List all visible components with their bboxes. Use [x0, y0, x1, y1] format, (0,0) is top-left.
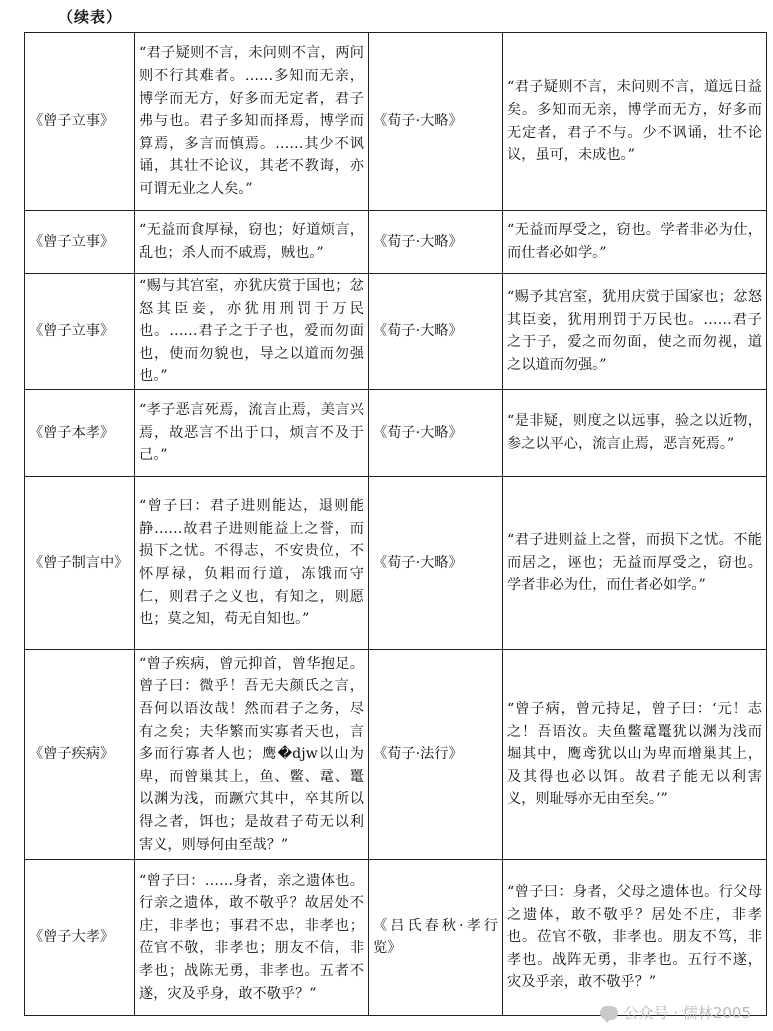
table-row	[25, 274, 767, 390]
target-title: 《荀子·法行》	[369, 649, 503, 859]
source-title: 《曾子疾病》	[25, 649, 135, 859]
source-title: 《曾子本孝》	[25, 389, 135, 476]
target-title: 《荀子·大略》	[369, 274, 503, 390]
target-text: “赐予其宫室，犹用庆赏于国家也；忿怒其臣妾，犹用刑罚于万民也。……君子之于子，爱之而勿面，使之而勿视，道之以道而勿强。”	[503, 274, 767, 390]
source-text: “孝子恶言死焉，流言止焉，美言兴焉，故恶言不出于口，烦言不及于己。”	[135, 389, 369, 476]
target-title: 《吕氏春秋·孝行览》	[369, 859, 503, 1015]
target-text: “君子进则益上之誉，而损下之忧。不能而居之，诬也；无益而厚受之，窃也。学者非必为仕，而仕者必如学。”	[503, 476, 767, 649]
source-title: 《曾子立事》	[25, 274, 135, 390]
target-text: “曾子病，曾元持足，曾子曰：‘元！志之！吾语汝。夫鱼鳖鼋鼍犹以渊为浅而堀其中，鹰鸢犹以山为卑而增巢其上，及其得也必以饵。故君子能无以利害义，则耻辱亦无由至矣。’”	[503, 649, 767, 859]
source-text: “无益而食厚禄，窃也；好道烦言，乱也；杀人而不戚焉，贼也。”	[135, 211, 369, 274]
target-title: 《荀子·大略》	[369, 389, 503, 476]
target-title: 《荀子·大略》	[369, 476, 503, 649]
source-title: 《曾子制言中》	[25, 476, 135, 649]
target-text: “是非疑，则度之以远事，验之以近物，参之以平心，流言止焉，恶言死焉。”	[503, 389, 767, 476]
wechat-bubble-icon	[600, 1006, 618, 1020]
target-text: “君子疑则不言，未问则不言，道远日益矣。多知而无亲，博学而无方，好多而无定者，君子不与。少不讽诵，壮不论议，虽可，未成也。”	[503, 33, 767, 211]
target-text: “无益而厚受之，窃也。学者非必为仕，而仕者必如学。”	[503, 211, 767, 274]
comparison-table	[24, 32, 767, 1016]
source-title: 《曾子立事》	[25, 33, 135, 211]
target-title: 《荀子·大略》	[369, 211, 503, 274]
table-row	[25, 33, 767, 211]
table-row	[25, 859, 767, 1015]
source-text: “曾子曰：君子进则能达，退则能静……故君子进则能益上之誉，而损下之忧。不得志，不安贵位，不怀厚禄，负耜而行道，冻饿而守仁，则君子之义也，有知之，则愿也；莫之知，苟无自知也。”	[135, 476, 369, 649]
source-title: 《曾子立事》	[25, 211, 135, 274]
table-row	[25, 389, 767, 476]
watermark	[600, 1002, 751, 1023]
table-caption: （续表）	[58, 8, 123, 26]
target-title: 《荀子·大略》	[369, 33, 503, 211]
table-row	[25, 649, 767, 859]
target-text: “曾子曰：身者，父母之遗体也。行父母之遗体，敢不敬乎？居处不庄，非孝也。莅官不敬，非孝也。朋友不笃，非孝也。战阵无勇，非孝也。五行不遂，灾及乎亲，敢不敬乎？”	[503, 859, 767, 1015]
watermark-text: 公众号 · 儒林2005	[623, 1004, 751, 1022]
source-title: 《曾子大孝》	[25, 859, 135, 1015]
source-text: “曾子疾病，曾元抑首，曾华抱足。曾子曰：微乎！吾无夫颜氏之言，吾何以语汝哉！然而君子之务，尽有之矣；夫华繁而实寡者天也，言多而行寡者人也；鹰�djw以山为卑，而曾巢其上，鱼、鳖、鼋、鼍以渊为浅，而蹶穴其中，卒其所以得之者，饵也；是故君子苟无以利害义，则辱何由至哉？”	[135, 649, 369, 859]
source-text: “君子疑则不言，未问则不言，两问则不行其难者。……多知而无亲，博学而无方，好多而无定者，君子弗与也。君子多知而择焉，博学而算焉，多言而慎焉。……其少不讽诵，其壮不论议，其老不教诲，亦可谓无业之人矣。”	[135, 33, 369, 211]
source-text: “赐与其宫室，亦犹庆赏于国也；忿怒其臣妾，亦犹用刑罚于万民也。……君子之于子也，爱而勿面也，使而勿貌也，导之以道而勿强也。”	[135, 274, 369, 390]
source-text: “曾子曰：……身者，亲之遗体也。行亲之遗体，敢不敬乎？故居处不庄，非孝也；事君不忠，非孝也；莅官不敬，非孝也；朋友不信，非孝也；战陈无勇，非孝也。五者不遂，灾及乎身，敢不敬乎？”	[135, 859, 369, 1015]
table-row	[25, 476, 767, 649]
table-row	[25, 211, 767, 274]
